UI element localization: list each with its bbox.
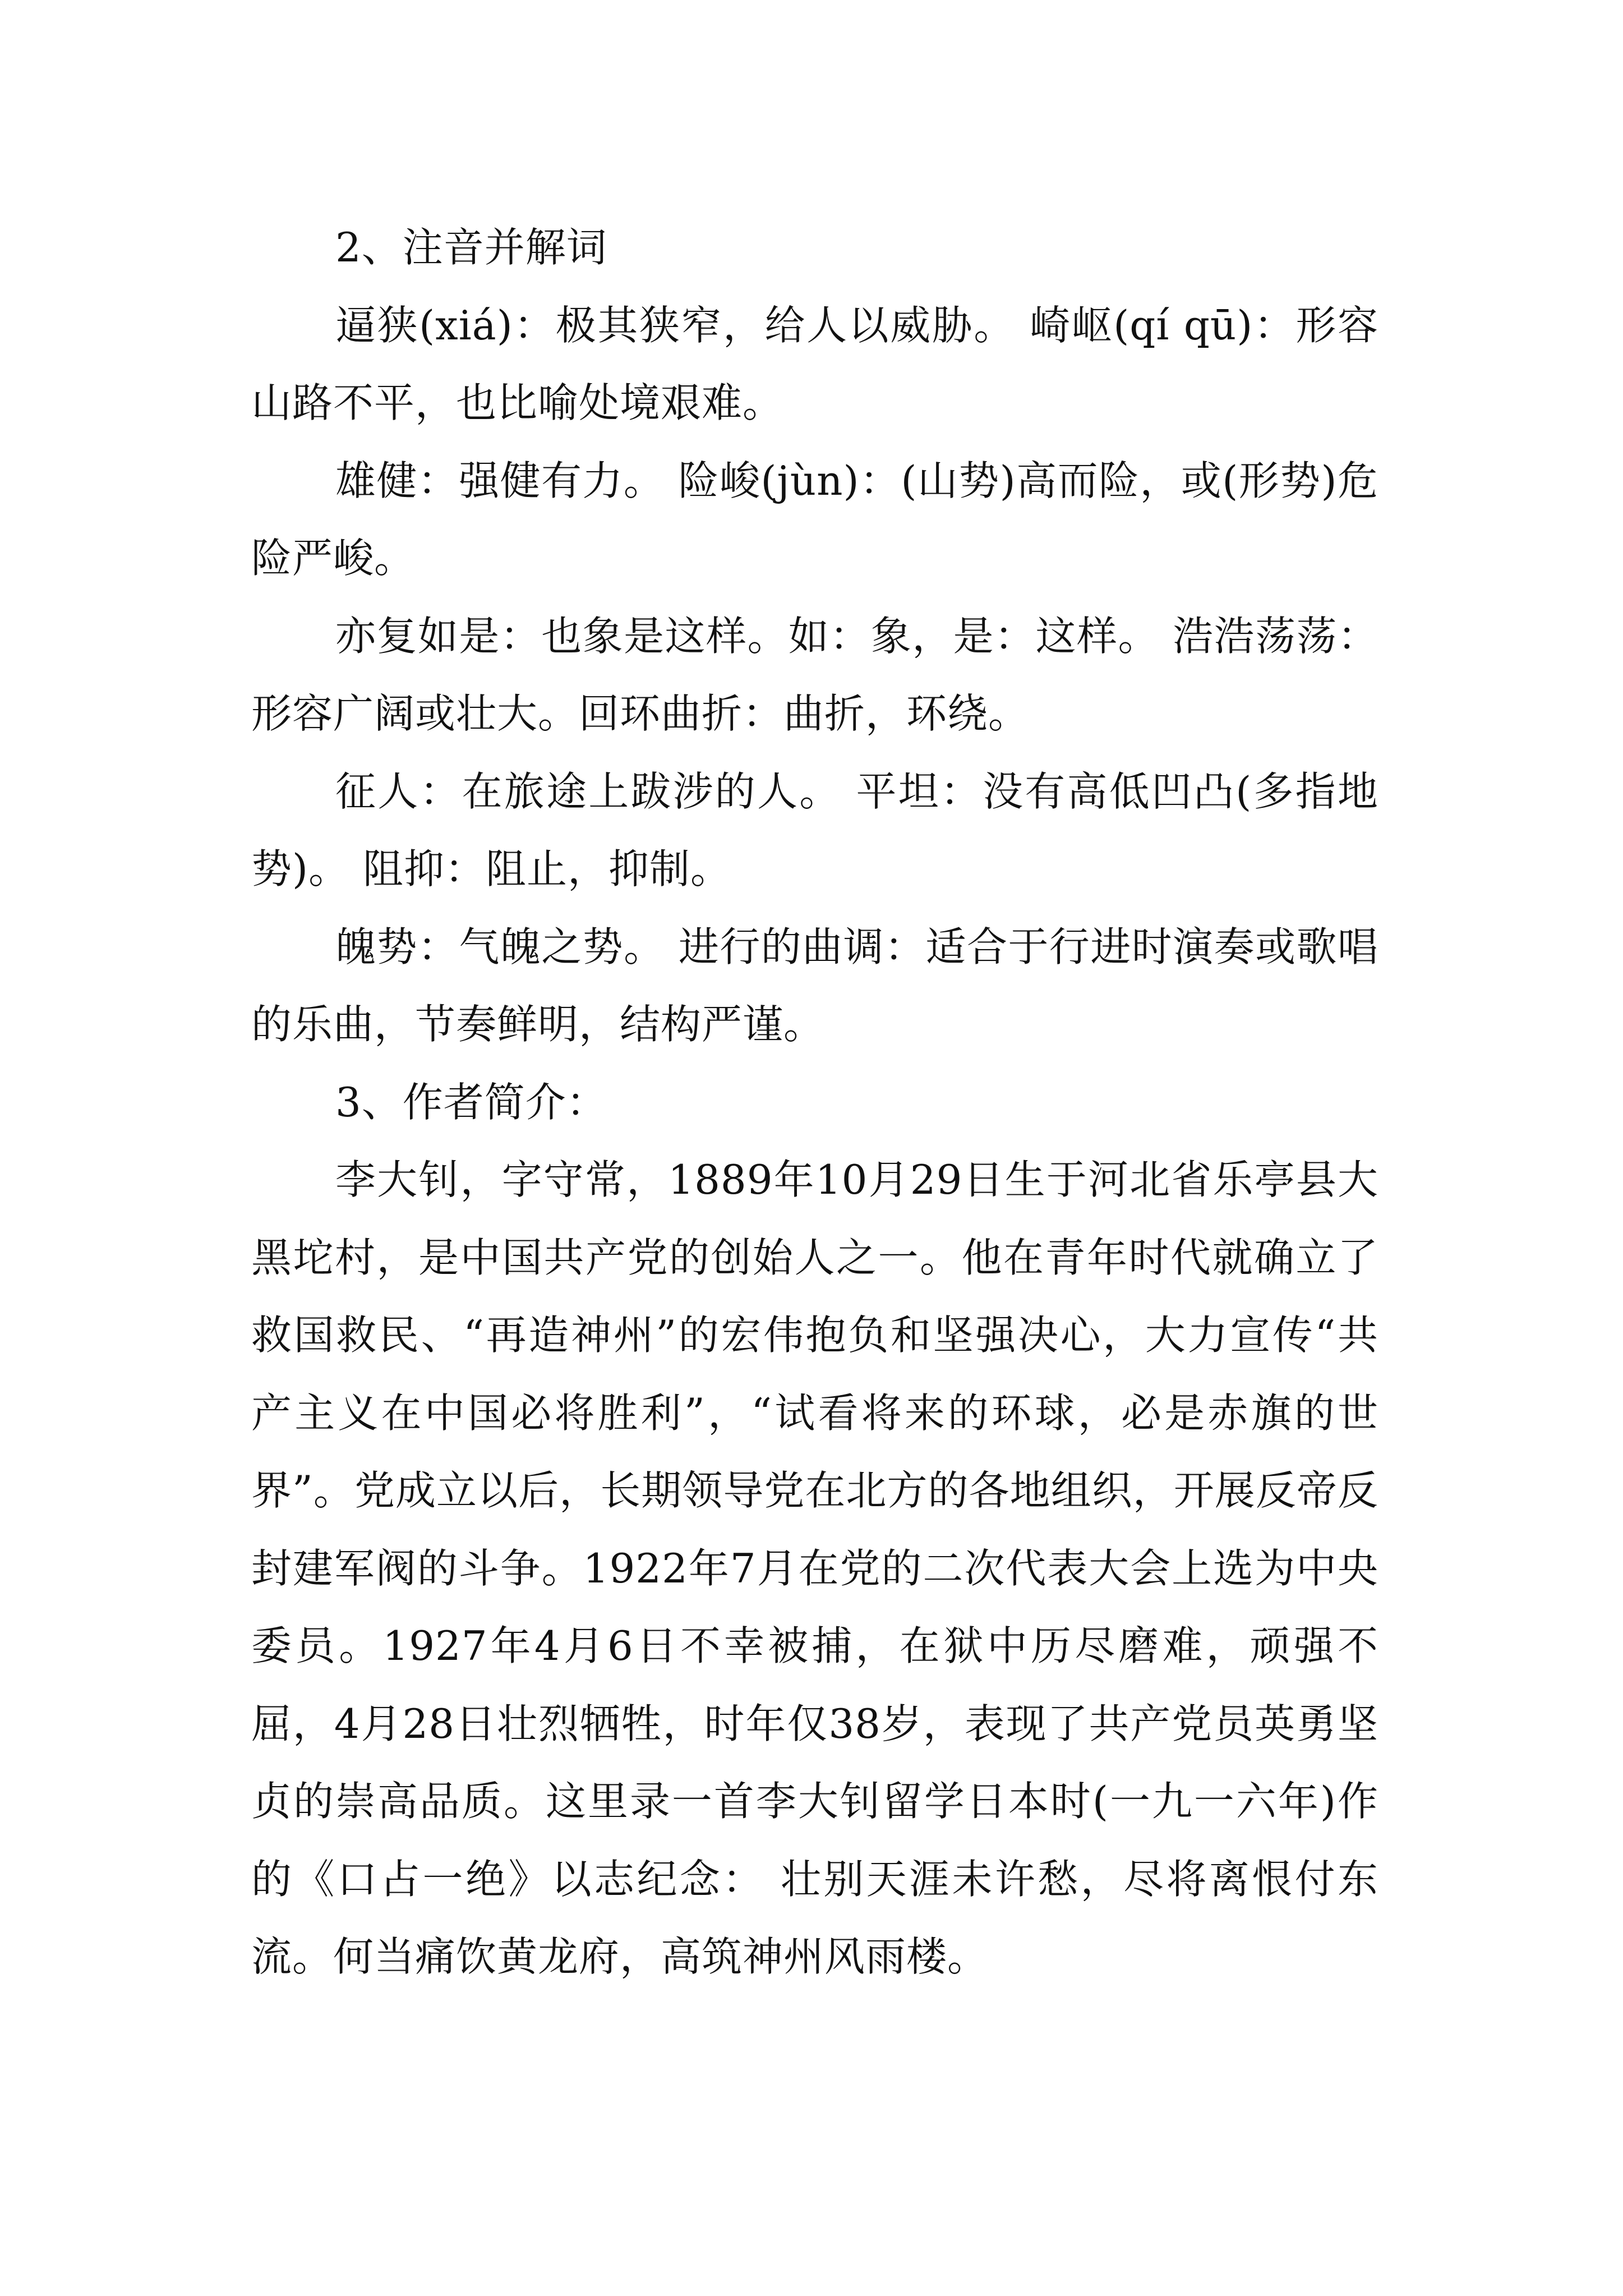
vocab-paragraph: 雄健：强健有力。 险峻(jùn)：(山势)高而险，或(形势)危险严峻。 (251, 457, 1378, 582)
document-body (251, 209, 1378, 1996)
section-heading-phonetics: 2、注音并解词 (335, 224, 607, 271)
vocab-paragraph: 逼狭(xiá)：极其狭窄，给人以威胁。 崎岖(qí qū)：形容山路不平，也比喻处境艰难。 (251, 301, 1378, 426)
section-heading-author: 3、作者简介： (335, 1078, 607, 1126)
vocab-paragraph: 征人：在旅途上跋涉的人。 平坦：没有高低凹凸(多指地势)。 阻抑：阻止，抑制。 (251, 767, 1378, 892)
vocab-paragraph: 魄势：气魄之势。 进行的曲调：适合于行进时演奏或歌唱的乐曲，节奏鲜明，结构严谨。 (251, 923, 1378, 1048)
author-bio-paragraph: 李大钊，字守常，1889年10月29日生于河北省乐亭县大黑坨村，是中国共产党的创始人之一。他在青年时代就确立了救国救民、“再造神州”的宏伟抱负和坚强决心，大力宣传“共产主义在中国必将胜利”，“试看将来的环球，必是赤旗的世界”。党成立以后，长期领导党在北方的各地组织，开展反帝反封建军阀的斗争。1922年7月在党的二次代表大会上选为中央委员。1927年4月6日不幸被捕，在狱中历尽磨难，顽强不屈，4月28日壮烈牺牲，时年仅38岁，表现了共产党员英勇坚贞的崇高品质。这里录一首李大钊留学日本时(一九一六年)作的《口占一绝》以志纪念： 壮别天涯未许愁，尽将离恨付东流。何当痛饮黄龙府，高筑神州风雨楼。 (251, 1156, 1378, 1980)
vocab-paragraph: 亦复如是：也象是这样。如：象，是：这样。 浩浩荡荡：形容广阔或壮大。回环曲折：曲折，环绕。 (251, 612, 1378, 737)
